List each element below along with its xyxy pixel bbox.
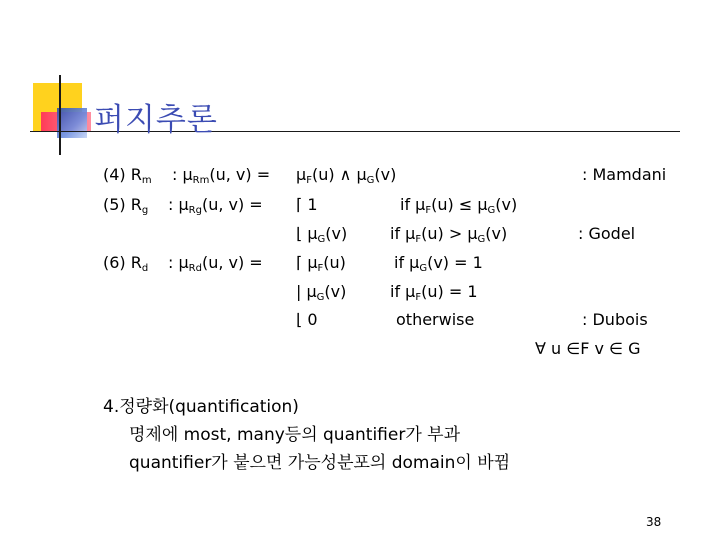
- rule6-case1-value: ⌈ $\mu_F(u)$: [296, 253, 346, 274]
- slide-title: 퍼지추론: [94, 102, 218, 138]
- section-heading: 4.정량화(quantification): [103, 397, 299, 417]
- section-line-1: 명제에 most, many등의 quantifier가 부과: [129, 425, 460, 445]
- page-number: 38: [646, 515, 662, 529]
- rule6-label: (6) $R_d$: [103, 253, 149, 274]
- rule4-expression: $\mu_F(u)$ ∧ $\mu_G(v)$: [296, 165, 397, 186]
- rule6-case3-condition: otherwise: [396, 310, 475, 329]
- decor-vertical-line: [59, 75, 61, 155]
- rule5-name: : Godel: [578, 224, 636, 243]
- rule5-case1-value: ⌈ 1: [296, 195, 318, 214]
- rule6-mu: : $\mu_{Rd}(u$, v) =: [168, 253, 263, 274]
- rule6-case2-condition: if $\mu_F(u) = 1$: [390, 282, 478, 303]
- rule4-mu: : $\mu_{Rm}(u$, v) =: [172, 165, 271, 186]
- section-line-2: quantifier가 붙으면 가능성분포의 domain이 바뀜: [129, 453, 511, 473]
- quantifier-domain: ∀ u ∈F v ∈ G: [535, 339, 641, 358]
- rule5-case2-value: ⌊ $\mu_G(v)$: [296, 224, 348, 245]
- rule4-label: (4) $R_m$: [103, 165, 152, 186]
- rule5-label: (5) $R_g$: [103, 195, 149, 216]
- decor-blue-square: [57, 108, 87, 138]
- rule5-mu: : $\mu_{Rg}(u$, v) =: [168, 195, 263, 216]
- rule6-case3-value: ⌊ 0: [296, 310, 318, 329]
- rule5-case2-condition: if $\mu_F(u) > \mu_G(v)$: [390, 224, 508, 245]
- rule6-case2-value: | $\mu_G(v)$: [296, 282, 347, 303]
- rule6-case1-condition: if $\mu_G(v) = 1$: [394, 253, 483, 274]
- rule4-name: : Mamdani: [582, 165, 667, 184]
- rule6-name: : Dubois: [582, 310, 648, 329]
- rule5-case1-condition: if $\mu_F(u) \le \mu_G(v)$: [400, 195, 518, 216]
